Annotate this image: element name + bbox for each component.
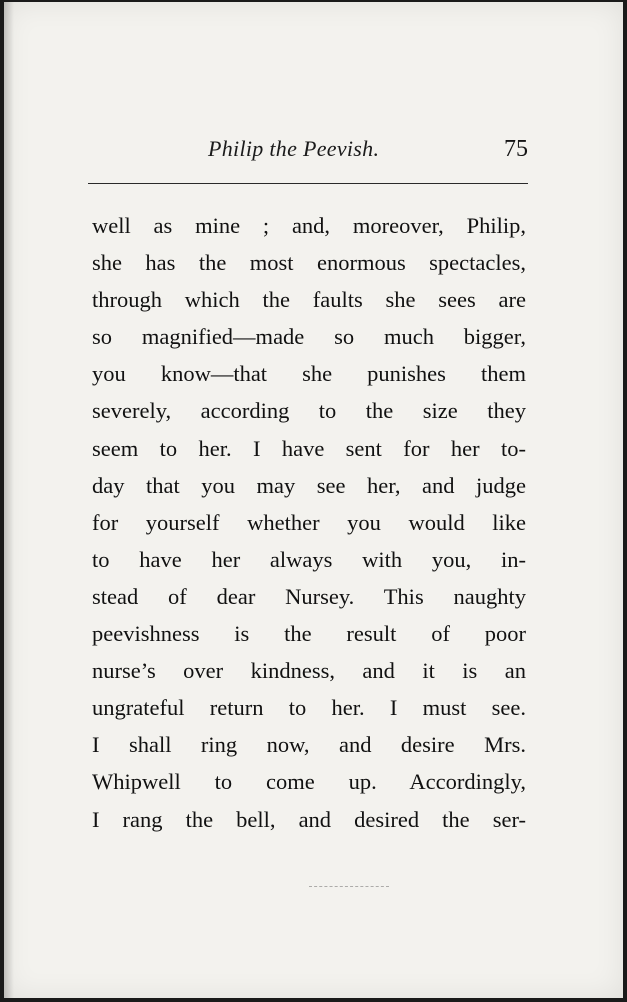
book-page: [4, 2, 623, 998]
running-title: Philip the Peevish.: [208, 136, 380, 161]
text-line: stead of dear Nursey. This naughty: [92, 583, 526, 609]
text-line: peevishness is the result of poor: [92, 621, 526, 647]
text-line: for yourself whether you would like: [92, 509, 526, 535]
text-line: well as mine ; and, moreover, Philip,: [92, 213, 526, 238]
text-line: ungrateful return to her. I must see.: [92, 695, 526, 721]
body-text: [92, 207, 526, 838]
show-through-marks: [309, 886, 389, 887]
page-number: 75: [504, 136, 528, 162]
text-line: she has the most enormous spectacles,: [92, 250, 526, 276]
text-line: I shall ring now, and desire Mrs.: [92, 732, 526, 758]
text-line: so magnified—made so much bigger,: [92, 324, 526, 350]
text-line: I rang the bell, and desired the ser-: [92, 806, 526, 832]
page-gutter-shadow: [4, 2, 14, 998]
text-line: seem to her. I have sent for her to-: [92, 435, 526, 461]
header-rule: [88, 183, 528, 184]
text-line: nurse’s over kindness, and it is an: [92, 658, 526, 684]
text-line: severely, according to the size they: [92, 398, 526, 424]
text-line: Whipwell to come up. Accordingly,: [92, 769, 526, 795]
text-line: day that you may see her, and judge: [92, 472, 526, 498]
text-line: to have her always with you, in-: [92, 546, 526, 572]
text-line: you know—that she punishes them: [92, 361, 526, 387]
text-line: through which the faults she sees are: [92, 287, 526, 313]
running-head: [88, 136, 528, 176]
